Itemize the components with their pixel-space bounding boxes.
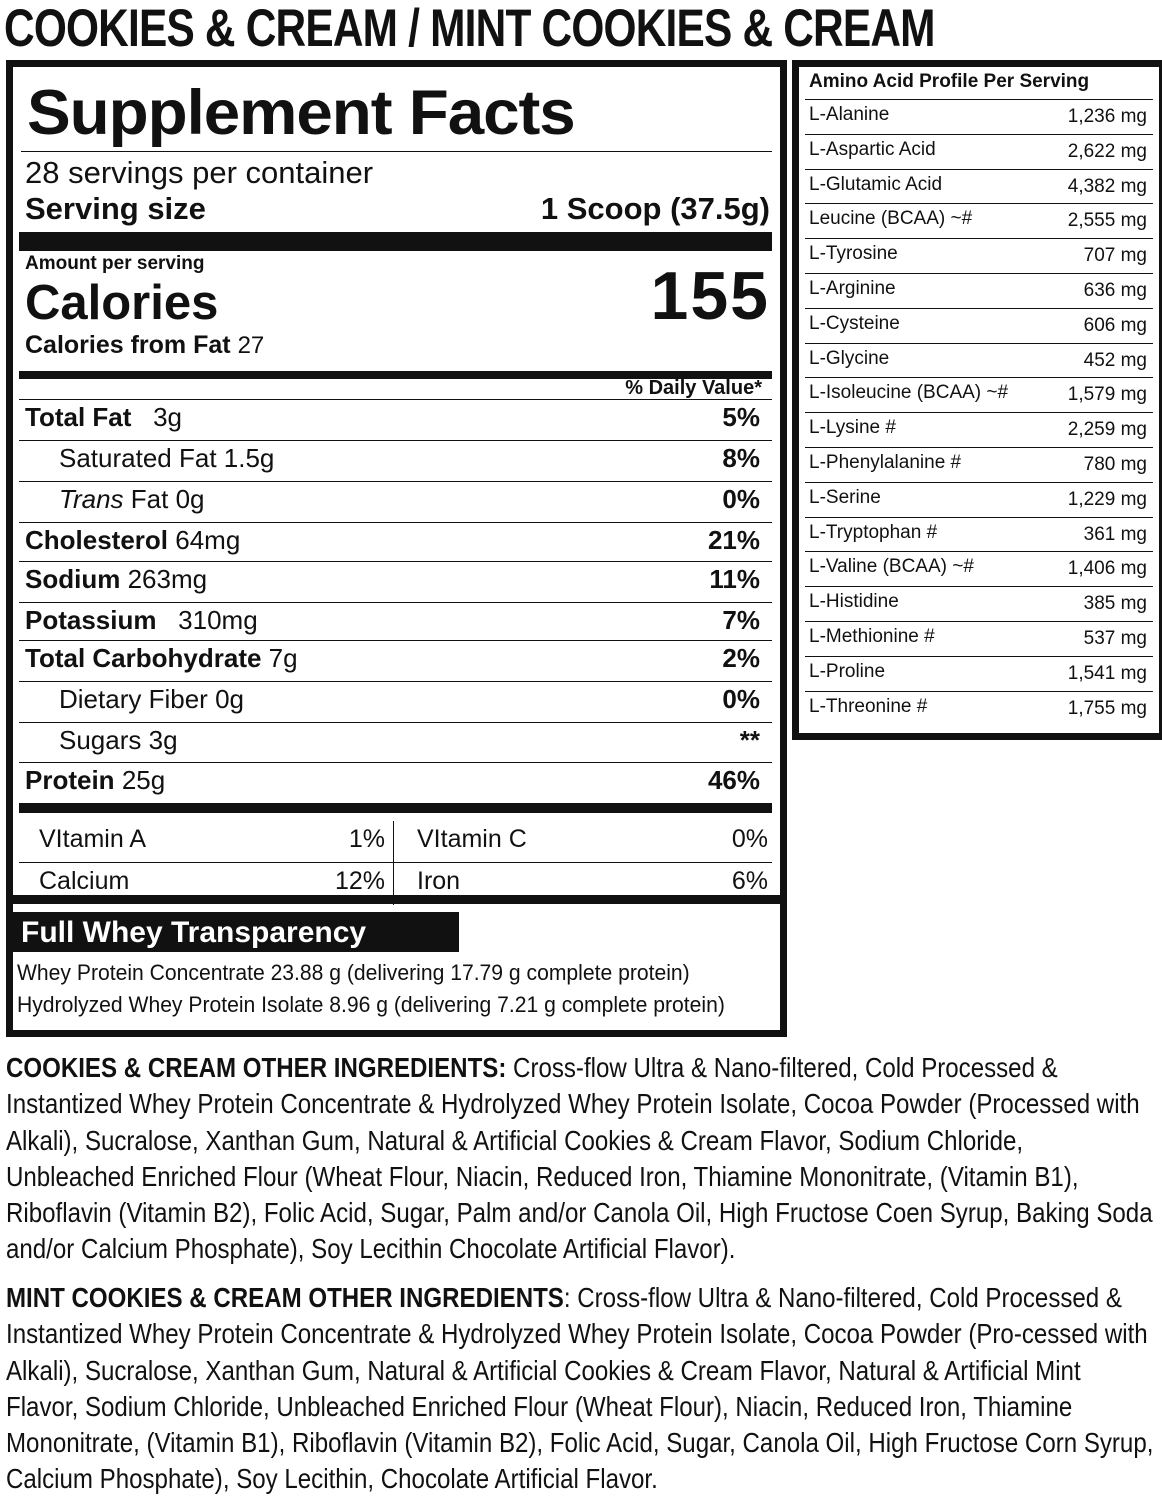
amino-acid-row	[805, 99, 1153, 134]
whey-heading-bar	[13, 912, 459, 952]
amount-per-serving-label: Amount per serving	[25, 253, 205, 274]
amino-acid-row	[805, 238, 1153, 273]
amino-acid-row	[805, 586, 1153, 621]
nutrient-row-total-carbohydrate	[19, 640, 772, 681]
amino-acid-row	[805, 482, 1153, 517]
vitamin-column-divider	[393, 821, 394, 905]
nutrient-percent: 46%	[707, 765, 760, 795]
nutrient-name: Total Fat	[25, 402, 132, 432]
nutrient-percent: 21%	[707, 525, 760, 555]
amino-acid-name: L-Glutamic Acid	[809, 173, 943, 195]
amino-acid-value: 636 mg	[1083, 280, 1147, 301]
nutrient-percent: **	[739, 725, 760, 755]
amino-acid-name: L-Histidine	[809, 591, 899, 613]
vitamin-name: Iron	[417, 867, 461, 895]
divider	[21, 151, 772, 152]
amino-acid-value: 361 mg	[1083, 523, 1147, 545]
amino-acid-row	[805, 343, 1153, 378]
amino-acid-row	[805, 621, 1153, 656]
vitamin-name: Calcium	[39, 867, 130, 895]
amino-acid-value: 2,555 mg	[1067, 210, 1147, 232]
nutrient-percent: 8%	[722, 443, 760, 473]
servings-per-container: 28 servings per container	[25, 155, 374, 190]
vitamin-row	[19, 821, 772, 862]
nutrient-row-dietary-fiber	[19, 681, 772, 722]
amino-acid-name: L-Glycine	[809, 347, 890, 369]
mint-ingredients	[6, 1280, 1156, 1498]
vitamin-percent: 1%	[348, 825, 385, 853]
amino-acid-name: L-Phenylalanine #	[809, 452, 962, 473]
nutrient-row-protein	[19, 762, 772, 803]
nutrient-amount: 263mg	[127, 564, 208, 594]
nutrient-row-sodium	[19, 561, 772, 602]
amino-acid-row	[805, 134, 1153, 169]
nutrient-name: Saturated Fat	[59, 443, 217, 473]
calories-from-fat-label: Calories from Fat	[25, 331, 231, 359]
whey-heading: Full Whey Transparency	[21, 916, 367, 949]
amino-acid-row	[805, 203, 1153, 238]
nutrient-row-sugars	[19, 722, 772, 763]
amino-acid-name: L-Valine (BCAA) ~#	[809, 556, 974, 578]
nutrient-percent: 0%	[722, 484, 760, 514]
amino-acid-name: L-Isoleucine (BCAA) ~#	[809, 382, 1009, 404]
amino-acid-value: 707 mg	[1083, 245, 1147, 267]
nutrient-name: Trans	[59, 484, 124, 514]
amino-acid-value: 385 mg	[1083, 593, 1147, 615]
amino-acid-name: L-Tyrosine	[809, 243, 898, 265]
whey-isolate-line: Hydrolyzed Whey Protein Isolate 8.96 g (delivering 7.21 g complete protein)	[17, 992, 725, 1017]
amino-acid-value: 1,579 mg	[1067, 384, 1147, 406]
amino-acid-name: L-Proline	[809, 660, 886, 682]
vitamin-percent: 6%	[731, 867, 768, 895]
amino-acid-row	[805, 377, 1153, 412]
amino-acid-name: L-Aspartic Acid	[809, 138, 936, 160]
nutrient-percent: 0%	[722, 684, 760, 714]
amino-acid-panel	[792, 60, 1162, 740]
nutrient-name: Potassium	[25, 605, 157, 635]
nutrient-amount: 1.5g	[223, 443, 275, 473]
mint-ingredients-text: : Cross-flow Ultra & Nano-filtered, Cold Processed & Instantized Whey Protein Concentrate & Hydrolyzed Whey Protein Isolate, Cocoa Powder (Pro-cessed with Alkali), Sucralose, Xanthan Gum, Natural & Artificial Cookies & Cream Flavor, Natural & Artificial Mint Flavor, Sodium Chloride, Unbleached Enriched Flour (Wheat Flour), Niacin, Reduced Iron, Thiamine Mononitrate, (Vitamin B1), Riboflavin (Vitamin B2), Folic Acid, Sugar, Canola Oil, High Fructose Corn Syrup, Calcium Phosphate), Soy Lecithin, Chocolate Artificial Flavor.	[6, 1282, 1154, 1495]
amino-acid-value: 1,541 mg	[1067, 662, 1147, 684]
nutrient-amount: 7g	[268, 643, 298, 673]
nutrient-amount: 0g	[175, 484, 205, 514]
nutrient-row-trans-fat	[19, 481, 772, 522]
calories-from-fat-value: 27	[237, 332, 265, 359]
nutrient-row-cholesterol	[19, 522, 772, 563]
nutrient-amount: 310mg	[178, 605, 258, 635]
nutrient-name: Total Carbohydrate	[25, 643, 262, 673]
amino-acid-name: L-Methionine #	[809, 626, 935, 647]
mint-ingredients-label: MINT COOKIES & CREAM OTHER INGREDIENTS	[6, 1282, 564, 1313]
vitamin-name: VItamin C	[417, 825, 527, 853]
amino-acid-name: L-Arginine	[809, 278, 896, 299]
nutrient-amount: 25g	[121, 765, 166, 795]
amino-acid-name: Leucine (BCAA) ~#	[809, 208, 973, 230]
nutrient-percent: 11%	[709, 564, 760, 594]
amino-acid-value: 606 mg	[1083, 314, 1147, 336]
nutrient-row-total-fat	[19, 399, 772, 440]
nutrient-percent: 2%	[722, 643, 760, 673]
supplement-facts-panel	[6, 60, 787, 902]
vitamin-percent: 0%	[731, 825, 768, 853]
cookies-cream-ingredients	[6, 1050, 1156, 1268]
cookies-cream-ingredients-text: Cross-flow Ultra & Nano-filtered, Cold Processed & Instantized Whey Protein Concentrate & Hydrolyzed Whey Protein Isolate, Cocoa Powder (Processed with Alkali), Sucralose, Xanthan Gum, Natural & Artificial Cookies & Cream Flavor, Sodium Chloride, Unbleached Enriched Flour (Wheat Flour, Niacin, Reduced Iron, Thiamine Mononitrate, (Vitamin B1), Riboflavin (Vitamin B2), Folic Acid, Sugar, Palm and/or Canola Oil, High Fructose Coen Syrup, Baking Soda and/or Calcium Phosphate), Soy Lecithin Chocolate Artificial Flavor).	[6, 1052, 1153, 1265]
nutrient-name: Sugars	[59, 725, 142, 755]
calories-value: 155	[650, 258, 770, 334]
amino-acid-value: 1,406 mg	[1067, 558, 1147, 580]
nutrient-percent: 7%	[722, 605, 760, 635]
nutrient-amount: 0g	[215, 684, 244, 714]
cookies-cream-ingredients-label: COOKIES & CREAM OTHER INGREDIENTS:	[6, 1052, 507, 1083]
amino-acid-row	[805, 551, 1153, 586]
whey-concentrate-line: Whey Protein Concentrate 23.88 g (delivering 17.79 g complete protein)	[17, 960, 690, 985]
nutrient-amount: 3g	[153, 402, 182, 432]
nutrient-name: Protein	[25, 765, 115, 795]
amino-acid-name: L-Tryptophan #	[809, 521, 938, 543]
amino-acid-row	[805, 447, 1153, 482]
nutrient-name-suffix: Fat	[130, 484, 169, 514]
amino-acid-name: L-Threonine #	[809, 695, 928, 717]
amino-acid-row	[805, 169, 1153, 204]
thick-divider	[19, 232, 772, 251]
amino-acid-value: 452 mg	[1083, 349, 1147, 371]
facts-heading: Supplement Facts	[27, 78, 575, 148]
thick-divider	[19, 803, 772, 813]
nutrient-percent: 5%	[722, 402, 760, 432]
amino-acid-name: L-Serine	[809, 486, 881, 508]
amino-acid-value: 2,622 mg	[1067, 140, 1147, 162]
nutrient-name: Cholesterol	[25, 525, 169, 555]
nutrient-name: Sodium	[25, 564, 121, 594]
amino-acid-row	[805, 517, 1153, 552]
serving-size-label: Serving size	[25, 191, 206, 226]
vitamin-name: VItamin A	[39, 825, 146, 853]
nutrient-row-potassium	[19, 602, 772, 643]
amino-acid-value: 537 mg	[1083, 628, 1147, 649]
amino-acid-row	[805, 273, 1153, 308]
amino-acid-row	[805, 412, 1153, 447]
amino-acid-value: 1,229 mg	[1067, 488, 1147, 510]
amino-acid-value: 1,755 mg	[1067, 697, 1147, 719]
amino-acid-row	[805, 308, 1153, 343]
amino-acid-value: 780 mg	[1083, 454, 1147, 475]
amino-acid-name: L-Lysine #	[809, 417, 896, 439]
amino-acid-value: 2,259 mg	[1067, 419, 1147, 441]
nutrient-amount: 64mg	[175, 525, 241, 555]
daily-value-header: % Daily Value*	[625, 377, 762, 399]
amino-acid-value: 4,382 mg	[1067, 175, 1147, 197]
amino-acid-row	[805, 656, 1153, 691]
amino-acid-name: L-Cysteine	[809, 312, 900, 334]
whey-transparency-panel	[6, 897, 787, 1037]
calories-from-fat	[25, 331, 264, 360]
amino-acid-value: 1,236 mg	[1067, 106, 1147, 127]
amino-acid-heading: Amino Acid Profile Per Serving	[809, 71, 1090, 92]
vitamin-percent: 12%	[334, 867, 385, 895]
nutrient-name: Dietary Fiber	[59, 684, 208, 714]
calories-label: Calories	[25, 276, 219, 330]
nutrient-row-saturated-fat	[19, 440, 772, 481]
product-title: COOKIES & CREAM / MINT COOKIES & CREAM	[4, 0, 935, 58]
amino-acid-name: L-Alanine	[809, 104, 890, 125]
nutrient-amount: 3g	[148, 725, 178, 755]
serving-size-value: 1 Scoop (37.5g)	[540, 191, 770, 226]
amino-acid-row	[805, 691, 1153, 726]
